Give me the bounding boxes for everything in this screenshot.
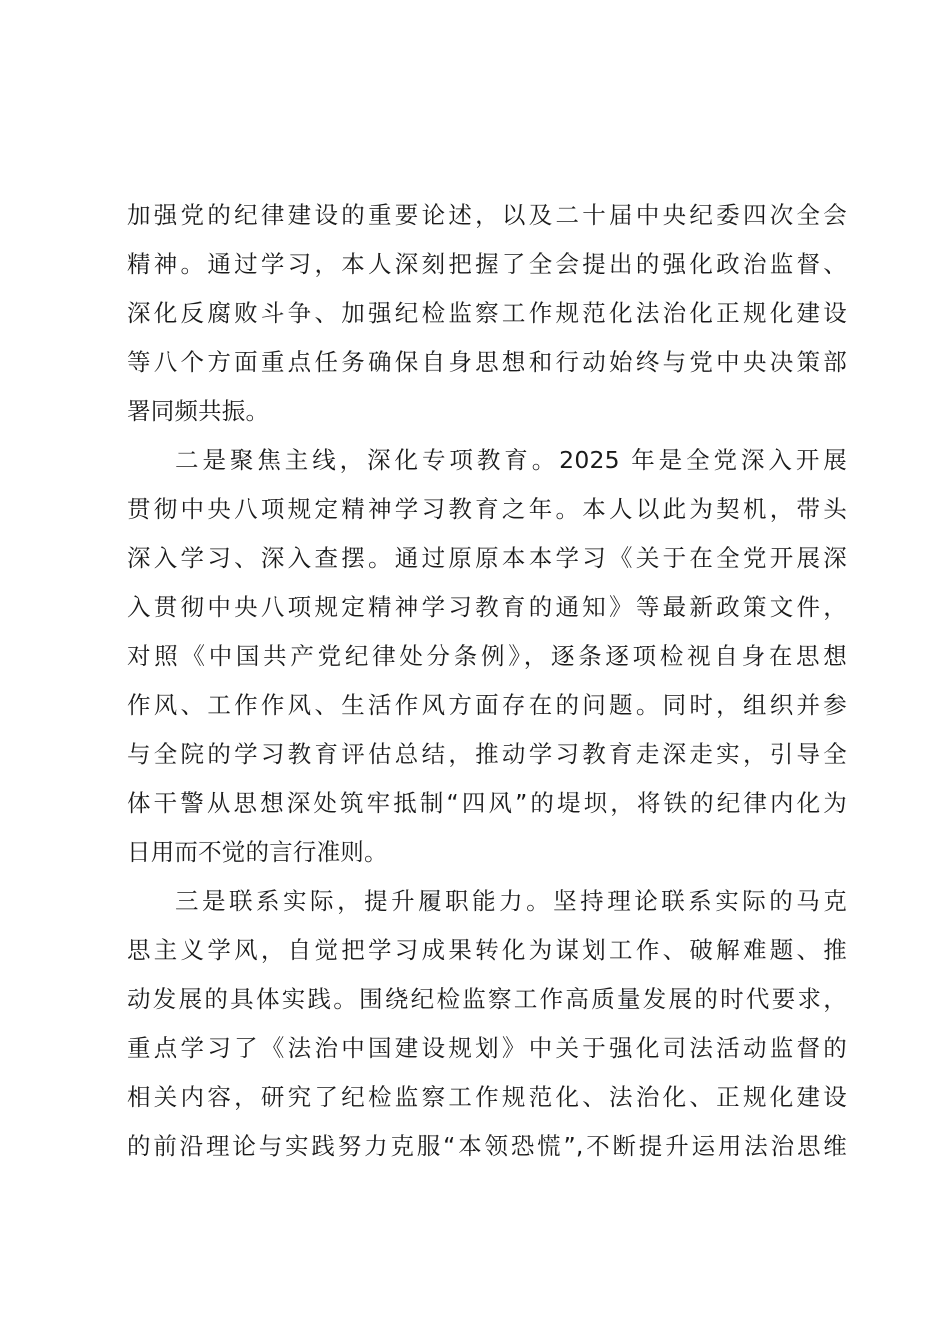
text-line: 相关内容，研究了纪检监察工作规范化、法治化、正规化建设: [127, 1083, 847, 1111]
text-line: 深化反腐败斗争、加强纪检监察工作规范化法治化正规化建设: [127, 299, 847, 327]
text-line: 三是联系实际，提升履职能力。坚持理论联系实际的马克: [175, 887, 847, 915]
text-line: 思主义学风，自觉把学习成果转化为谋划工作、破解难题、推: [127, 936, 847, 964]
text-line: 精神。通过学习，本人深刻把握了全会提出的强化政治监督、: [127, 250, 847, 278]
text-line: 入贯彻中央八项规定精神学习教育的通知》等最新政策文件，: [127, 593, 847, 621]
text-line: 重点学习了《法治中国建设规划》中关于强化司法活动监督的: [127, 1034, 847, 1062]
text-line: 深入学习、深入查摆。通过原原本本学习《关于在全党开展深: [127, 544, 847, 572]
document-body: [127, 191, 847, 1171]
text-line: 动发展的具体实践。围绕纪检监察工作高质量发展的时代要求，: [127, 985, 847, 1013]
text-line: 体干警从思想深处筑牢抵制“四风”的堤坝，将铁的纪律内化为: [127, 789, 847, 817]
text-line: 日用而不觉的言行准则。: [127, 838, 388, 866]
text-line: 作风、工作作风、生活作风方面存在的问题。同时，组织并参: [127, 691, 847, 719]
text-line: 贯彻中央八项规定精神学习教育之年。本人以此为契机，带头: [127, 495, 847, 523]
text-line: 与全院的学习教育评估总结，推动学习教育走深走实，引导全: [127, 740, 847, 768]
text-line: 的前沿理论与实践努力克服“本领恐慌”,不断提升运用法治思维: [127, 1132, 847, 1160]
text-line: 等八个方面重点任务确保自身思想和行动始终与党中央决策部: [127, 348, 847, 376]
text-line: 对照《中国共产党纪律处分条例》，逐条逐项检视自身在思想: [127, 642, 847, 670]
text-line: 二是聚焦主线，深化专项教育。2025 年是全党深入开展: [175, 446, 847, 474]
text-line: 署同频共振。: [127, 397, 270, 425]
text-line: 加强党的纪律建设的重要论述，以及二十届中央纪委四次全会: [127, 201, 847, 229]
